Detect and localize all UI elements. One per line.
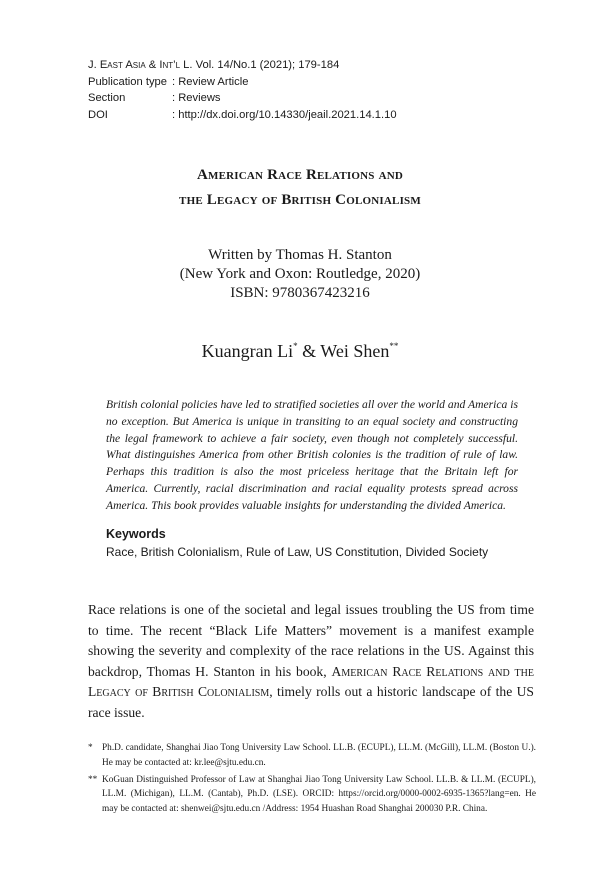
- journal-name: East Asia & Int’l L.: [99, 59, 193, 71]
- footnote: [88, 741, 536, 771]
- article-title: [0, 163, 600, 213]
- review-authors: [0, 341, 600, 362]
- body-paragraph: [88, 600, 534, 724]
- footnote-text: KoGuan Distinguished Professor of Law at Shanghai Jiao Tong University Law School. LL.B. & LL.M. (ECUPL), LL.M. (Michigan), LL.M. (Cantab), Ph.D. (LSE). ORCID: https://orcid.org/0000-0002-6935-1365?lang=en. He may be contacted at: shenwei@sjtu.edu.cn /Address: 1954 Huashan Road Shanghai 200030 P.R. China.: [102, 774, 536, 815]
- meta-value: : Review Article: [172, 75, 249, 88]
- author-1: Kuangran Li: [201, 341, 294, 361]
- publication-metadata: [88, 57, 397, 123]
- book-author: Written by Thomas H. Stanton: [208, 247, 392, 263]
- author-2: Wei Shen: [320, 341, 390, 361]
- meta-row-section: [88, 90, 397, 107]
- book-title-reference: American Race Relations and the Legacy of British Colonialism: [88, 663, 534, 700]
- book-isbn: ISBN: 9780367423216: [230, 285, 370, 301]
- journal-citation: [88, 57, 397, 74]
- body-text-start: Race relations is one of the societal and legal issues troubling the US from time to time. The recent “Black Life Matters” movement is a manifest example showing the severity and complexity of the race relations in the US. Against this backdrop, Thomas H. Stanton in his book,: [88, 602, 534, 679]
- meta-key: Section: [88, 92, 126, 105]
- meta-value: : Reviews: [172, 92, 221, 105]
- book-details: [0, 246, 600, 303]
- footnote-mark: *: [88, 743, 93, 753]
- keywords-heading: Keywords: [106, 527, 166, 541]
- book-publisher: (New York and Oxon: Routledge, 2020): [179, 266, 421, 282]
- body-text-end: , timely rolls out a historic landscape of the US race issue.: [88, 684, 534, 720]
- footnote-mark: **: [88, 774, 98, 785]
- footnote-text: Ph.D. candidate, Shanghai Jiao Tong University Law School. LL.B. (ECUPL), LL.M. (McGill), LL.M. (Boston U.). He may be contacted at: kr.lee@sjtu.edu.cn.: [102, 743, 536, 768]
- doi-link[interactable]: : http://dx.doi.org/10.14330/jeail.2021.14.1.10: [172, 108, 397, 121]
- journal-issue: Vol. 14/No.1 (2021); 179-184: [195, 59, 340, 71]
- meta-row-doi: [88, 107, 397, 124]
- title-line-1: American Race Relations and: [196, 167, 404, 183]
- footnote-mark-2[interactable]: **: [389, 341, 399, 351]
- author-connector: &: [297, 341, 321, 361]
- keywords-list: Race, British Colonialism, Rule of Law, US Constitution, Divided Society: [106, 545, 489, 559]
- meta-key: DOI: [88, 108, 108, 121]
- footnotes: [88, 741, 536, 819]
- abstract: British colonial policies have led to stratified societies all over the world and America is no exception. But America is unique in transiting to an equal society and constructing the legal framework to achieve a fair society, even though not completely successful. What distinguishes America from other British colonies is the tradition of rule of law. Perhaps this tradition is also the most priceless heritage that the Britain left for America. Currently, racial discrimination and racial equality protests spread across America. This book provides valuable insights for understanding the divided America.: [106, 398, 518, 512]
- journal-prefix: J.: [88, 59, 97, 71]
- meta-row-publication-type: [88, 74, 397, 91]
- meta-key: Publication type: [88, 75, 167, 88]
- footnote: [88, 773, 536, 817]
- footnote-mark-1[interactable]: *: [293, 341, 298, 351]
- title-line-2: the Legacy of British Colonialism: [179, 192, 421, 208]
